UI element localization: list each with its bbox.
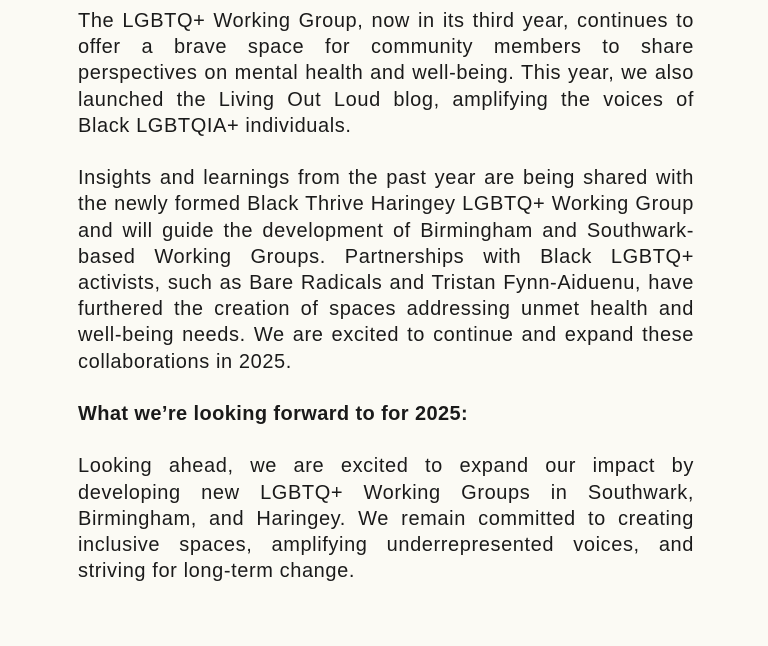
paragraph-insights: Insights and learnings from the past year are being shared with the newly formed Black Thrive Haringey LGBTQ+ Working Group and will guide the development of Birmingham and Southwark-based Working Groups. Partnerships with Black LGBTQ+ activists, such as Bare Radicals and Tristan Fynn-Aiduenu, have furthered the creation of spaces addressing unmet health and well-being needs. We are excited to continue and expand these collaborations in 2025. — [78, 167, 694, 373]
paragraph-spacer — [78, 375, 694, 401]
paragraph-working-group: The LGBTQ+ Working Group, now in its third year, continues to offer a brave space for community members to share perspectives on mental health and well-being. This year, we also launched the Living Out Loud blog, amplifying the voices of Black LGBTQIA+ individuals. — [78, 10, 694, 137]
document-body — [78, 8, 694, 584]
paragraph-looking-ahead: Looking ahead, we are excited to expand our impact by developing new LGBTQ+ Working Groups in Southwark, Birmingham, and Haringey. We remain committed to creating inclusive spaces, amplifying underrepresented voices, and striving for long-term change. — [78, 455, 694, 583]
section-heading: What we’re looking forward to for 2025: — [78, 403, 469, 426]
paragraph-spacer — [78, 427, 694, 453]
paragraph-spacer — [78, 139, 694, 165]
